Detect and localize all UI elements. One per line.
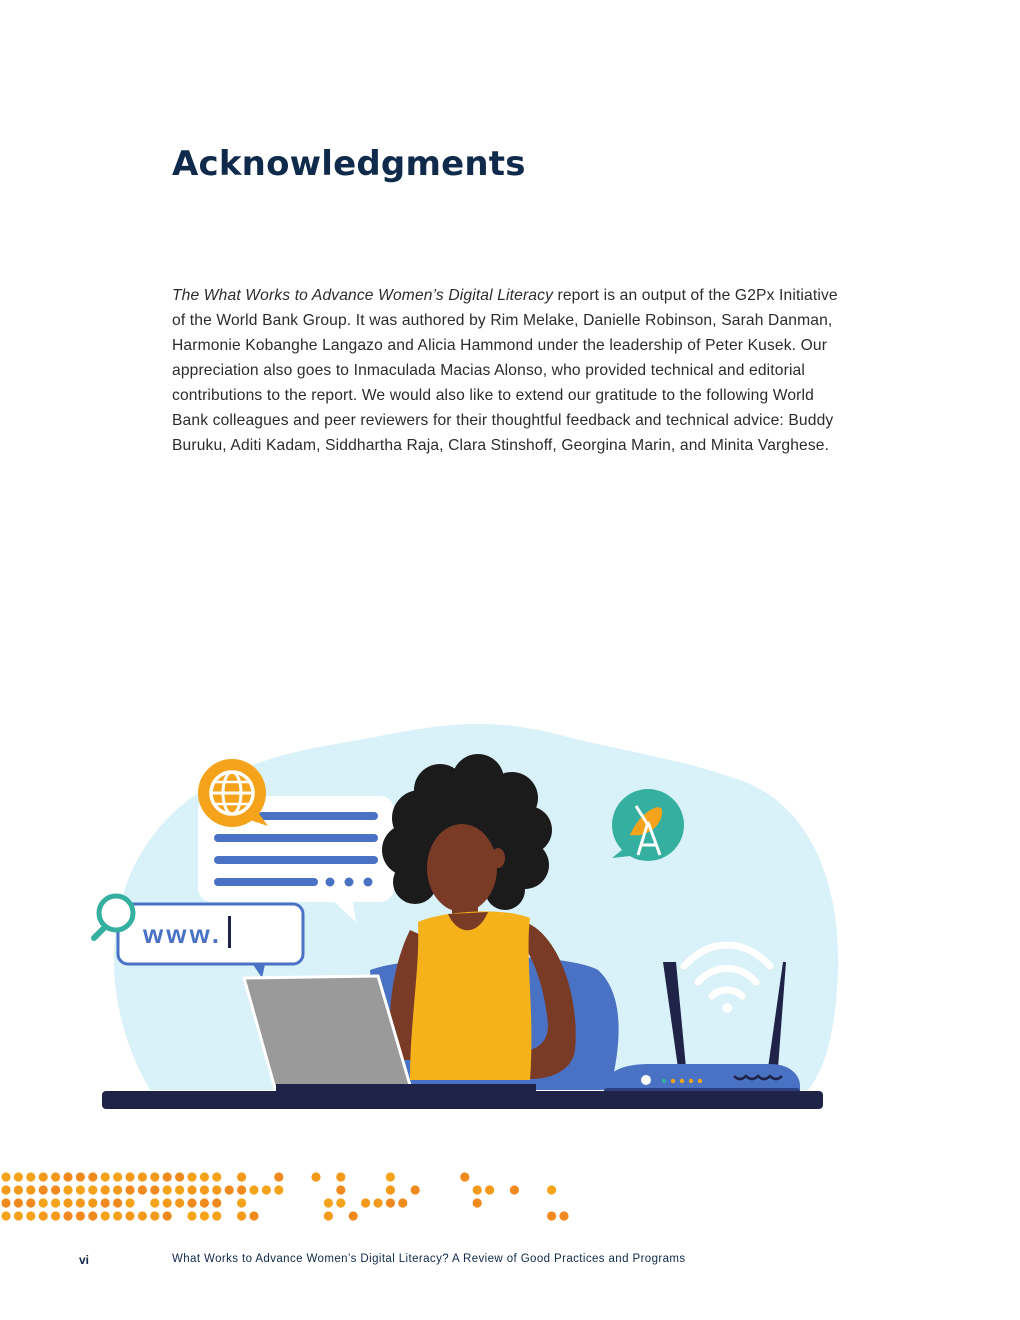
decorative-dot	[138, 1211, 147, 1220]
decorative-dot	[63, 1185, 72, 1194]
decorative-dot	[1, 1198, 10, 1207]
satellite-dish-icon	[612, 789, 684, 861]
decorative-dot	[336, 1185, 345, 1194]
decorative-dot	[125, 1198, 134, 1207]
decorative-dot	[88, 1185, 97, 1194]
decorative-dot	[324, 1198, 333, 1207]
decorative-dot	[187, 1211, 196, 1220]
report-title-italic: The What Works to Advance Women’s Digital Literacy	[172, 287, 554, 304]
decorative-dot	[212, 1198, 221, 1207]
decorative-dot	[101, 1211, 110, 1220]
decorative-dot	[39, 1211, 48, 1220]
decorative-dot	[547, 1211, 556, 1220]
decorative-dot	[39, 1198, 48, 1207]
decorative-dot	[163, 1172, 172, 1181]
decorative-dot	[200, 1211, 209, 1220]
decorative-dot	[510, 1185, 519, 1194]
paragraph-body: report is an output of the G2Px Initiative of the World Bank Group. It was authored by Rim Melake, Danielle Robinson, Sarah Danman, Harmonie Kobanghe Langazo and Alicia Hammond under the leadership of Peter Kusek. Our appreciation also goes to Inmaculada Macias Alonso, who provided technical and editorial contributions to the report. We would also like to extend our gratitude to the following World Bank colleagues and peer reviewers for their thoughtful feedback and technical advice: Buddy Buruku, Aditi Kadam, Siddhartha Raja, Clara Stinshoff, Georgina Marin, and Minita Varghese.	[172, 287, 838, 454]
decorative-dot	[212, 1172, 221, 1181]
decorative-dot	[76, 1211, 85, 1220]
decorative-dot	[63, 1198, 72, 1207]
decorative-dot	[150, 1172, 159, 1181]
decorative-dot	[51, 1172, 60, 1181]
decorative-dot	[63, 1211, 72, 1220]
decorative-dot	[39, 1185, 48, 1194]
decorative-dot	[336, 1198, 345, 1207]
decorative-dot	[125, 1172, 134, 1181]
page-title: Acknowledgments	[172, 144, 526, 184]
decorative-dot	[262, 1185, 271, 1194]
decorative-dot	[249, 1185, 258, 1194]
decorative-dot	[237, 1172, 246, 1181]
decorative-dot	[113, 1211, 122, 1220]
decorative-dot	[398, 1198, 407, 1207]
woman-at-laptop-illustration	[0, 700, 1020, 1130]
decorative-dot	[101, 1198, 110, 1207]
decorative-dot	[88, 1211, 97, 1220]
decorative-dot	[386, 1185, 395, 1194]
decorative-dot	[63, 1172, 72, 1181]
decorative-dot	[175, 1172, 184, 1181]
decorative-dot	[51, 1211, 60, 1220]
decorative-dot	[125, 1185, 134, 1194]
decorative-dot	[125, 1211, 134, 1220]
decorative-dot-pattern	[0, 1168, 620, 1224]
decorative-dot	[163, 1211, 172, 1220]
decorative-dot	[212, 1185, 221, 1194]
decorative-dot	[349, 1211, 358, 1220]
decorative-dot	[101, 1172, 110, 1181]
decorative-dot	[237, 1198, 246, 1207]
decorative-dot	[547, 1185, 556, 1194]
decorative-dot	[1, 1211, 10, 1220]
decorative-dot	[485, 1185, 494, 1194]
decorative-dot	[200, 1172, 209, 1181]
decorative-dot	[163, 1198, 172, 1207]
decorative-dot	[336, 1172, 345, 1181]
decorative-dot	[150, 1185, 159, 1194]
decorative-dot	[1, 1185, 10, 1194]
decorative-dot	[150, 1198, 159, 1207]
decorative-dot	[559, 1211, 568, 1220]
decorative-dot	[113, 1172, 122, 1181]
decorative-dot	[88, 1172, 97, 1181]
decorative-dot	[361, 1198, 370, 1207]
decorative-dot	[200, 1185, 209, 1194]
decorative-dot	[26, 1198, 35, 1207]
decorative-dot	[76, 1185, 85, 1194]
decorative-dot	[311, 1172, 320, 1181]
running-footer-title: What Works to Advance Women’s Digital Literacy? A Review of Good Practices and Programs	[172, 1253, 686, 1265]
decorative-dot	[386, 1172, 395, 1181]
decorative-dot	[88, 1198, 97, 1207]
decorative-dot	[14, 1211, 23, 1220]
decorative-dot	[150, 1211, 159, 1220]
decorative-dot	[187, 1172, 196, 1181]
decorative-dot	[26, 1185, 35, 1194]
decorative-dot	[113, 1185, 122, 1194]
decorative-dot	[26, 1172, 35, 1181]
decorative-dot	[187, 1198, 196, 1207]
decorative-dot	[163, 1185, 172, 1194]
decorative-dot	[175, 1198, 184, 1207]
decorative-dot	[473, 1185, 482, 1194]
decorative-dot	[14, 1185, 23, 1194]
decorative-dot	[138, 1185, 147, 1194]
decorative-dot	[26, 1211, 35, 1220]
decorative-dot	[14, 1198, 23, 1207]
page-number: vi	[79, 1253, 90, 1267]
decorative-dot	[200, 1198, 209, 1207]
decorative-dot	[51, 1198, 60, 1207]
desk	[102, 1091, 823, 1109]
acknowledgments-paragraph	[172, 283, 848, 458]
decorative-dot	[237, 1185, 246, 1194]
decorative-dot	[187, 1185, 196, 1194]
decorative-dot	[212, 1211, 221, 1220]
decorative-dot	[113, 1198, 122, 1207]
decorative-dot	[386, 1198, 395, 1207]
decorative-dot	[1, 1172, 10, 1181]
decorative-dot	[138, 1172, 147, 1181]
decorative-dot	[14, 1172, 23, 1181]
decorative-dot	[39, 1172, 48, 1181]
decorative-dot	[76, 1198, 85, 1207]
url-text: www.	[143, 919, 222, 949]
decorative-dot	[373, 1198, 382, 1207]
decorative-dot	[101, 1185, 110, 1194]
decorative-dot	[274, 1185, 283, 1194]
decorative-dot	[411, 1185, 420, 1194]
decorative-dot	[324, 1211, 333, 1220]
decorative-dot	[237, 1211, 246, 1220]
decorative-dot	[175, 1185, 184, 1194]
decorative-dot	[274, 1172, 283, 1181]
decorative-dot	[249, 1211, 258, 1220]
decorative-dot	[460, 1172, 469, 1181]
decorative-dot	[76, 1172, 85, 1181]
decorative-dot	[473, 1198, 482, 1207]
decorative-dot	[225, 1185, 234, 1194]
decorative-dot	[51, 1185, 60, 1194]
